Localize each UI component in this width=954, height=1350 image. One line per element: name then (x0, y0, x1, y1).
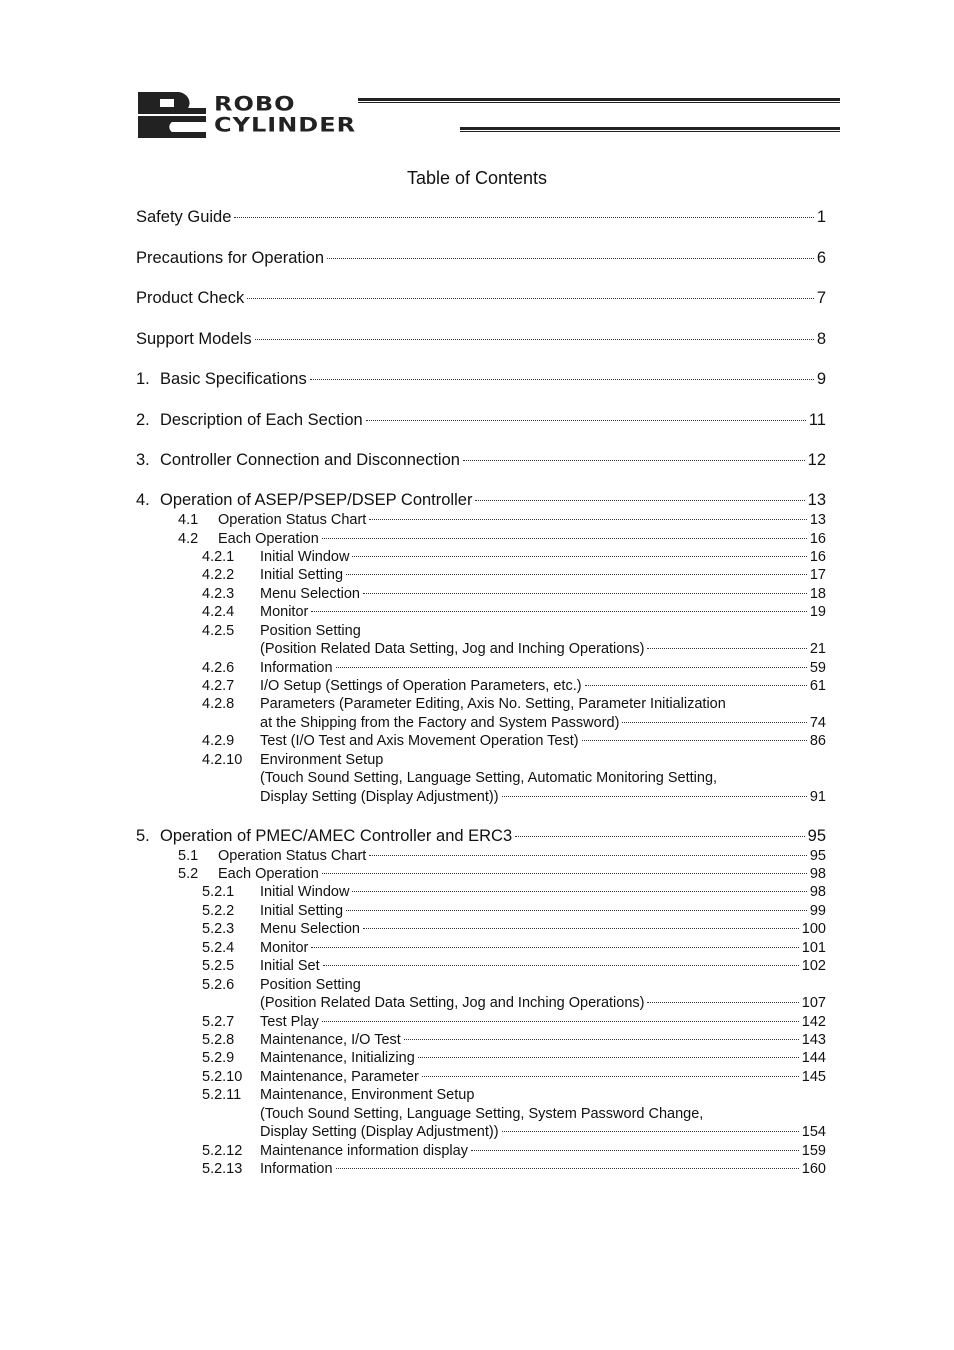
toc-entry-label: Operation of ASEP/PSEP/DSEP Controller (160, 491, 473, 509)
toc-dot-leader (352, 891, 806, 892)
toc-entry-label: Initial Setting (260, 567, 344, 583)
toc-entry[interactable] (202, 660, 826, 678)
toc-page-number: 19 (809, 604, 826, 620)
toc-entry-number: 4.2.10 (202, 752, 243, 768)
toc-entry-label: Monitor (260, 940, 309, 956)
toc-entry-number: 3. (136, 451, 150, 469)
toc-entry[interactable] (202, 1050, 826, 1068)
toc-dot-leader (322, 1021, 799, 1022)
toc-entry-label: Product Check (136, 289, 245, 307)
toc-page-number: 1 (816, 208, 826, 226)
toc-page-number: 6 (816, 249, 826, 267)
toc-entry-number: 5.2.2 (202, 903, 235, 919)
toc-page-number: 101 (801, 940, 826, 956)
toc-page-number: 9 (816, 370, 826, 388)
toc-entry-number: 5.2 (178, 866, 199, 882)
toc-entry-label: Test (I/O Test and Axis Movement Operation Test) (260, 733, 579, 749)
toc-entry-label: Parameters (Parameter Editing, Axis No. Setting, Parameter Initialization (260, 696, 726, 712)
toc-dot-leader (463, 460, 805, 461)
toc-entry[interactable] (202, 567, 826, 585)
toc-dot-leader (247, 298, 814, 299)
toc-entry-label: Test Play (260, 1014, 319, 1030)
toc-entry[interactable] (178, 512, 826, 530)
toc-entry-label: Menu Selection (260, 921, 360, 937)
toc-entry[interactable] (202, 1069, 826, 1087)
toc-entry-number: 4.2 (178, 531, 199, 547)
toc-page-number: 160 (801, 1161, 826, 1177)
toc-entry-label: Each Operation (218, 866, 319, 882)
logo-rule-bottom (460, 127, 840, 132)
toc-dot-leader (346, 910, 807, 911)
toc-dot-leader (322, 538, 807, 539)
toc-entry-number: 5.2.12 (202, 1143, 243, 1159)
toc-entry[interactable] (136, 491, 826, 513)
toc-entry-label: (Touch Sound Setting, Language Setting, Automatic Monitoring Setting, (260, 770, 718, 786)
toc-entry[interactable] (136, 411, 826, 433)
toc-dot-leader (327, 258, 814, 259)
toc-entry-label: Controller Connection and Disconnection (160, 451, 460, 469)
toc-entry-label: Basic Specifications (160, 370, 307, 388)
toc-entry[interactable] (136, 330, 826, 352)
toc-entry-number: 4.2.6 (202, 660, 235, 676)
toc-entry-number: 5.2.8 (202, 1032, 235, 1048)
toc-entry[interactable] (178, 531, 826, 549)
toc-entry-number: 4.2.2 (202, 567, 235, 583)
toc-entry-number: 4.2.3 (202, 586, 235, 602)
toc-entry-label: (Position Related Data Setting, Jog and Inching Operations) (260, 641, 645, 657)
toc-entry[interactable] (202, 921, 826, 939)
toc-page-number: 107 (801, 995, 826, 1011)
robo-cylinder-logo (136, 90, 840, 140)
toc-entry[interactable] (136, 451, 826, 473)
toc-entry-number: 5.2.1 (202, 884, 235, 900)
toc-entry-number: 4.2.5 (202, 623, 235, 639)
toc-entry-number: 5.2.7 (202, 1014, 235, 1030)
toc-dot-leader (346, 574, 807, 575)
toc-entry-label: Display Setting (Display Adjustment)) (260, 1124, 499, 1140)
toc-dot-leader (502, 796, 807, 797)
toc-entry[interactable] (202, 1087, 826, 1105)
toc-entry[interactable] (260, 641, 826, 659)
toc-page-number: 7 (816, 289, 826, 307)
toc-entry[interactable] (202, 549, 826, 567)
toc-page-number: 144 (801, 1050, 826, 1066)
toc-entry-label: Position Setting (260, 623, 361, 639)
toc-dot-leader (311, 611, 807, 612)
toc-entry-label: Information (260, 1161, 333, 1177)
brand-line-1: ROBO (214, 92, 296, 116)
page-title: Table of Contents (406, 168, 548, 188)
toc-entry[interactable] (202, 623, 826, 641)
toc-entry[interactable] (202, 733, 826, 751)
toc-entry[interactable] (260, 715, 826, 733)
toc-entry[interactable] (136, 370, 826, 392)
toc-page-number: 98 (809, 866, 826, 882)
toc-entry-label: Operation Status Chart (218, 848, 367, 864)
toc-dot-leader (471, 1150, 799, 1151)
toc-entry[interactable] (202, 1014, 826, 1032)
toc-page-number: 61 (809, 678, 826, 694)
toc-page-number: 18 (809, 586, 826, 602)
toc-entry[interactable] (202, 696, 826, 714)
toc-dot-leader (366, 420, 806, 421)
toc-entry[interactable] (202, 958, 826, 976)
toc-dot-leader (255, 339, 814, 340)
toc-entry[interactable] (260, 789, 826, 807)
toc-entry-label: Maintenance, Environment Setup (260, 1087, 475, 1103)
toc-entry[interactable] (260, 770, 826, 788)
toc-dot-leader (336, 667, 807, 668)
toc-entry-number: 1. (136, 370, 150, 388)
toc-page-number: 16 (809, 531, 826, 547)
toc-dot-leader (622, 722, 806, 723)
toc-entry[interactable] (202, 1143, 826, 1161)
toc-dot-leader (336, 1168, 799, 1169)
toc-entry-number: 4.2.4 (202, 604, 235, 620)
rc-logo-mark-icon (136, 90, 206, 140)
toc-entry-label: (Touch Sound Setting, Language Setting, System Password Change, (260, 1106, 704, 1122)
toc-entry[interactable] (202, 586, 826, 604)
toc-dot-leader (647, 648, 806, 649)
toc-entry-label: Position Setting (260, 977, 361, 993)
toc-entry-label: Maintenance, Initializing (260, 1050, 415, 1066)
toc-entry-label: Menu Selection (260, 586, 360, 602)
toc-dot-leader (363, 593, 807, 594)
toc-dot-leader (404, 1039, 799, 1040)
toc-dot-leader (311, 947, 798, 948)
toc-entry[interactable] (202, 604, 826, 622)
toc-entry-number: 5.2.6 (202, 977, 235, 993)
toc-entry-label: Display Setting (Display Adjustment)) (260, 789, 499, 805)
toc-entry-number: 4.2.1 (202, 549, 235, 565)
toc-entry-label: Initial Window (260, 549, 350, 565)
toc-page-number: 11 (808, 411, 826, 429)
toc-entry[interactable] (178, 848, 826, 866)
toc-dot-leader (515, 836, 805, 837)
toc-page-number: 95 (809, 848, 826, 864)
toc-entry-number: 2. (136, 411, 150, 429)
toc-entry[interactable] (178, 866, 826, 884)
toc-entry-label: Initial Window (260, 884, 350, 900)
toc-entry[interactable] (136, 249, 826, 271)
toc-entry[interactable] (136, 827, 826, 849)
toc-page-number: 59 (809, 660, 826, 676)
toc-entry-number: 4.2.7 (202, 678, 235, 694)
toc-dot-leader (322, 873, 807, 874)
toc-entry-label: at the Shipping from the Factory and System Password) (260, 715, 620, 731)
toc-page-number: 95 (807, 827, 826, 845)
toc-entry-number: 5.2.5 (202, 958, 235, 974)
toc-page-number: 142 (801, 1014, 826, 1030)
toc-entry[interactable] (202, 1032, 826, 1050)
toc-entry[interactable] (202, 752, 826, 770)
toc-entry[interactable] (136, 208, 826, 230)
toc-entry-number: 5.2.10 (202, 1069, 243, 1085)
toc-entry[interactable] (202, 884, 826, 902)
toc-entry-number: 4.1 (178, 512, 199, 528)
toc-page-number: 154 (801, 1124, 826, 1140)
toc-entry-label: Maintenance information display (260, 1143, 468, 1159)
toc-page-number: 13 (809, 512, 826, 528)
toc-page-number: 86 (809, 733, 826, 749)
toc-entry-number: 5.2.9 (202, 1050, 235, 1066)
toc-entry-label: Safety Guide (136, 208, 232, 226)
logo-rule-top (358, 98, 840, 103)
toc-page-number: 99 (809, 903, 826, 919)
toc-dot-leader (422, 1076, 799, 1077)
toc-page-number: 145 (801, 1069, 826, 1085)
toc-entry-label: Operation of PMEC/AMEC Controller and ERC3 (160, 827, 513, 845)
toc-entry-number: 4. (136, 491, 150, 509)
toc-page-number: 12 (807, 451, 826, 469)
toc-dot-leader (234, 217, 813, 218)
toc-dot-leader (502, 1131, 799, 1132)
toc-entry-label: I/O Setup (Settings of Operation Parameters, etc.) (260, 678, 582, 694)
toc-dot-leader (418, 1057, 799, 1058)
toc-page-number: 74 (809, 715, 826, 731)
toc-page-number: 102 (801, 958, 826, 974)
toc-page-number: 8 (816, 330, 826, 348)
toc-entry-number: 5.2.13 (202, 1161, 243, 1177)
toc-entry[interactable] (260, 995, 826, 1013)
toc-dot-leader (310, 379, 814, 380)
toc-entry[interactable] (260, 1124, 826, 1142)
toc-entry[interactable] (202, 678, 826, 696)
toc-entry-number: 4.2.8 (202, 696, 235, 712)
toc-entry-label: Maintenance, I/O Test (260, 1032, 401, 1048)
toc-dot-leader (585, 685, 807, 686)
toc-entry-number: 5. (136, 827, 150, 845)
toc-page-number: 91 (809, 789, 826, 805)
toc-page-number: 143 (801, 1032, 826, 1048)
toc-entry-label: Environment Setup (260, 752, 384, 768)
toc-entry-label: Support Models (136, 330, 252, 348)
toc-entry[interactable] (202, 940, 826, 958)
toc-dot-leader (647, 1002, 798, 1003)
toc-entry[interactable] (202, 903, 826, 921)
toc-dot-leader (369, 855, 807, 856)
toc-entry-label: Precautions for Operation (136, 249, 325, 267)
toc-entry-number: 5.2.3 (202, 921, 235, 937)
toc-entry-label: Monitor (260, 604, 309, 620)
toc-dot-leader (352, 556, 806, 557)
toc-page-number: 13 (807, 491, 826, 509)
toc-entry[interactable] (260, 1106, 826, 1124)
toc-entry[interactable] (202, 1161, 826, 1179)
toc-dot-leader (363, 928, 799, 929)
toc-entry-number: 5.2.11 (202, 1087, 242, 1103)
toc-entry-label: (Position Related Data Setting, Jog and Inching Operations) (260, 995, 645, 1011)
toc-entry-number: 5.1 (178, 848, 199, 864)
toc-page-number: 17 (809, 567, 826, 583)
toc-entry-number: 5.2.4 (202, 940, 235, 956)
toc-page-number: 16 (809, 549, 826, 565)
toc-entry-label: Operation Status Chart (218, 512, 367, 528)
toc-entry-number: 4.2.9 (202, 733, 235, 749)
toc-entry-label: Description of Each Section (160, 411, 363, 429)
toc-dot-leader (582, 740, 807, 741)
toc-entry-label: Initial Set (260, 958, 320, 974)
toc-entry-label: Initial Setting (260, 903, 344, 919)
toc-entry-label: Information (260, 660, 333, 676)
toc-page-number: 100 (801, 921, 826, 937)
brand-line-2: CYLINDER (214, 113, 357, 137)
toc-page-number: 159 (801, 1143, 826, 1159)
toc-dot-leader (323, 965, 799, 966)
toc-entry[interactable] (202, 977, 826, 995)
toc-entry[interactable] (136, 289, 826, 311)
toc-dot-leader (475, 500, 804, 501)
toc-page-number: 21 (809, 641, 826, 657)
toc-entry-label: Maintenance, Parameter (260, 1069, 419, 1085)
toc-dot-leader (369, 519, 807, 520)
toc-page-number: 98 (809, 884, 826, 900)
toc-entry-label: Each Operation (218, 531, 319, 547)
